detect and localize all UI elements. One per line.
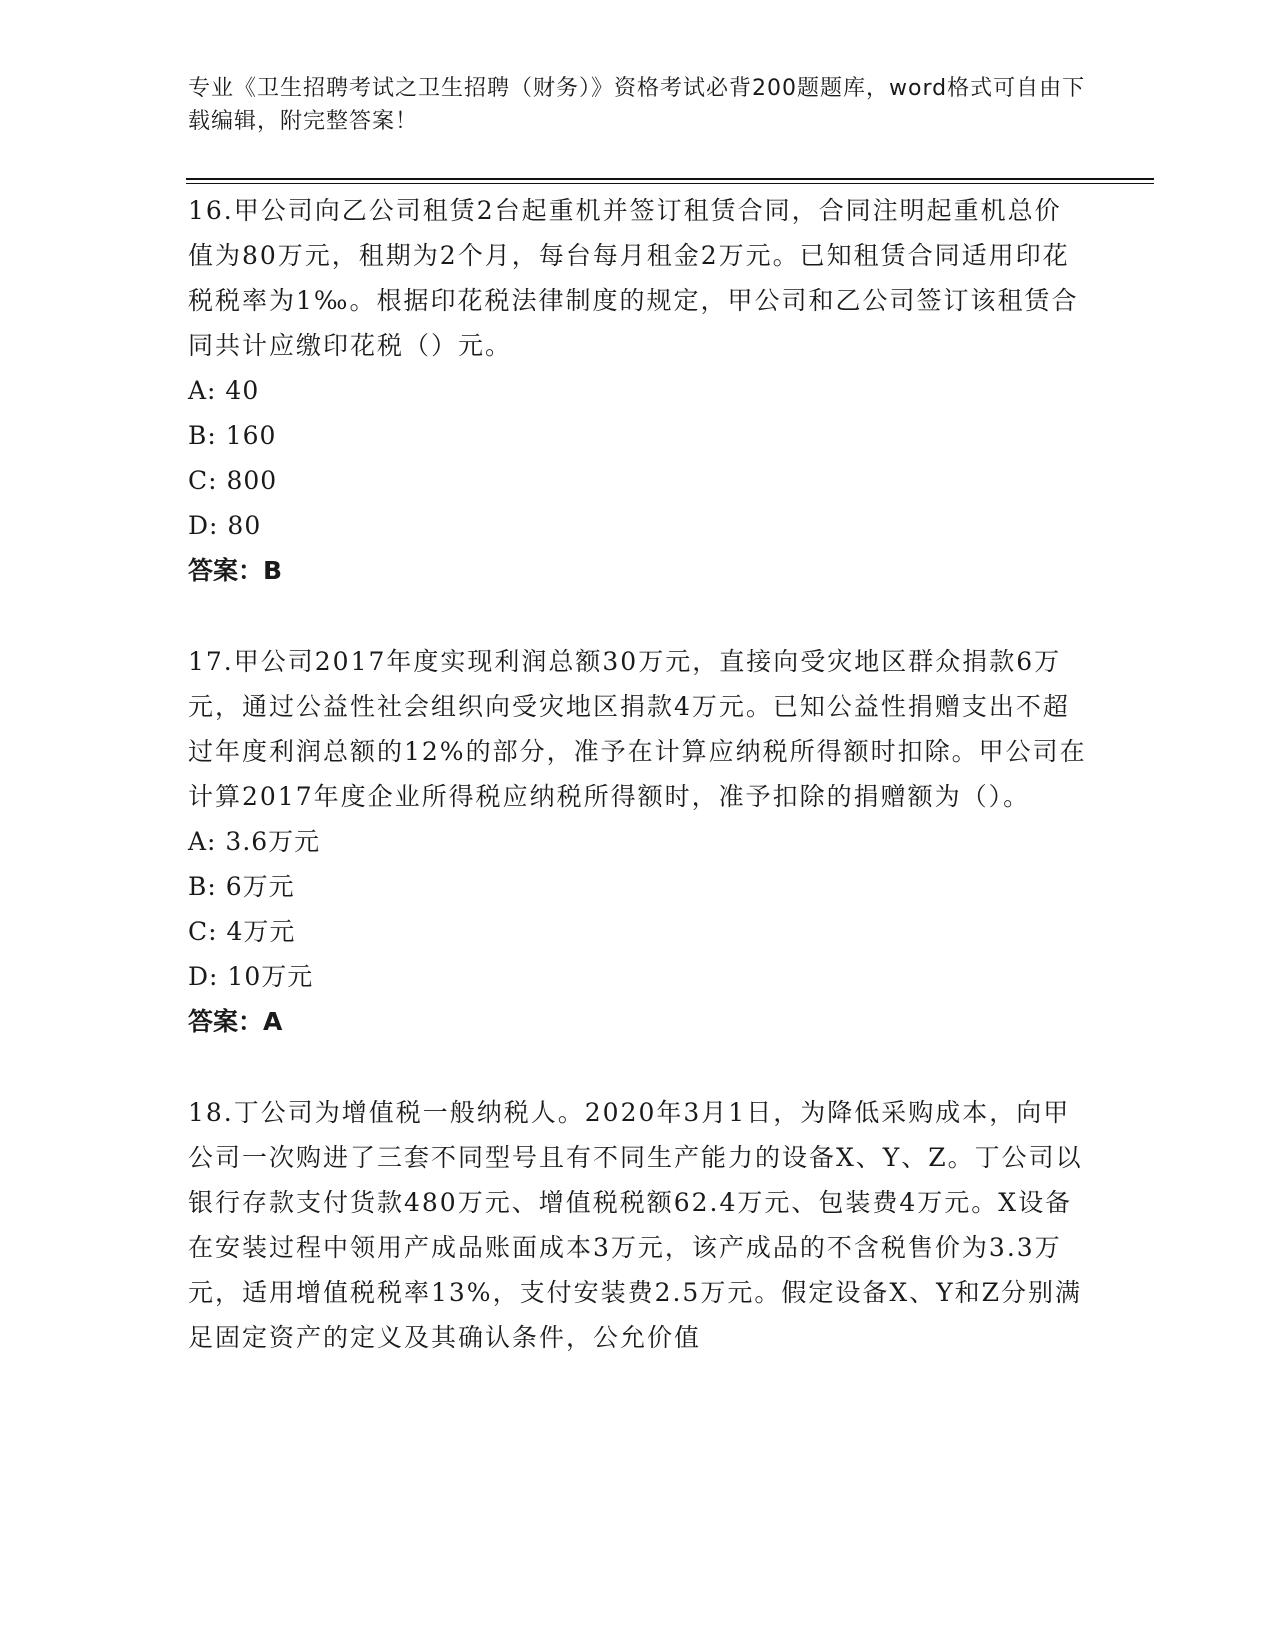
option-d: D: 80 — [188, 511, 262, 540]
option-b: B: 6万元 — [188, 872, 295, 901]
answer: 答案：A — [188, 1007, 283, 1036]
question-18 — [188, 1090, 1088, 1360]
answer: 答案：B — [188, 556, 283, 585]
question-17 — [188, 639, 1088, 1044]
header-divider — [186, 178, 1154, 180]
option-d: D: 10万元 — [188, 962, 314, 991]
option-a: A: 3.6万元 — [188, 827, 321, 856]
question-text: 16.甲公司向乙公司租赁2台起重机并签订租赁合同，合同注明起重机总价值为80万元，租期为2个月，每台每月租金2万元。已知租赁合同适用印花税税率为1‰。根据印花税法律制度的规定，甲公司和乙公司签订该租赁合同共计应缴印花税（）元。 — [188, 196, 1079, 360]
page-header: 专业《卫生招聘考试之卫生招聘（财务）》资格考试必背200题题库，word格式可自由下载编辑，附完整答案！ — [188, 76, 1086, 134]
question-text: 18.丁公司为增值税一般纳税人。2020年3月1日，为降低采购成本，向甲公司一次购进了三套不同型号且有不同生产能力的设备X、Y、Z。丁公司以银行存款支付货款480万元、增值税税额62.4万元、包装费4万元。X设备在安装过程中领用产成品账面成本3万元，该产成品的不含税售价为3.3万元，适用增值税税率13%，支付安装费2.5万元。假定设备X、Y和Z分别满足固定资产的定义及其确认条件，公允价值 — [188, 1098, 1083, 1352]
option-c: C: 4万元 — [188, 917, 296, 946]
question-16 — [188, 188, 1088, 593]
header-divider-thin — [186, 183, 1154, 184]
question-text: 17.甲公司2017年度实现利润总额30万元，直接向受灾地区群众捐款6万元，通过公益性社会组织向受灾地区捐款4万元。已知公益性捐赠支出不超过年度利润总额的12%的部分，准予在计算应纳税所得额时扣除。甲公司在计算2017年度企业所得税应纳税所得额时，准予扣除的捐赠额为（）。 — [188, 647, 1087, 811]
option-a: A: 40 — [188, 376, 260, 405]
option-b: B: 160 — [188, 421, 277, 450]
option-c: C: 800 — [188, 466, 278, 495]
question-list — [188, 188, 1088, 1406]
